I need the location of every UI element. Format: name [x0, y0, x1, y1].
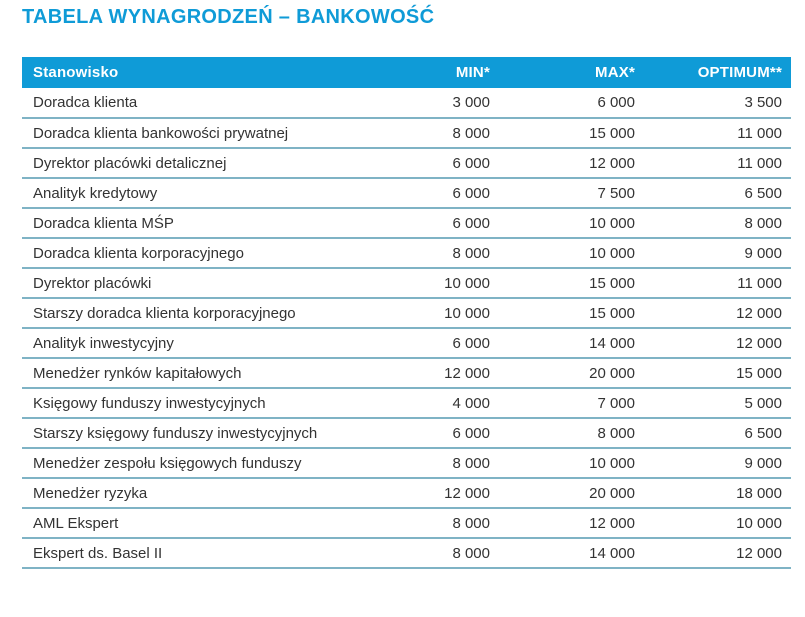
- column-header-stanowisko: Stanowisko: [22, 57, 380, 88]
- cell-optimum: 11 000: [635, 268, 791, 298]
- cell-max: 10 000: [490, 208, 635, 238]
- cell-optimum: 12 000: [635, 298, 791, 328]
- table-row: [22, 118, 791, 148]
- cell-stanowisko: Doradca klienta: [22, 88, 380, 118]
- table-row: [22, 238, 791, 268]
- table-row: [22, 448, 791, 478]
- cell-max: 8 000: [490, 418, 635, 448]
- table-row: [22, 208, 791, 238]
- cell-stanowisko: Doradca klienta MŚP: [22, 208, 380, 238]
- cell-stanowisko: Ekspert ds. Basel II: [22, 538, 380, 568]
- table-row: [22, 478, 791, 508]
- cell-min: 8 000: [380, 448, 490, 478]
- cell-min: 12 000: [380, 478, 490, 508]
- cell-stanowisko: Menedżer ryzyka: [22, 478, 380, 508]
- cell-max: 12 000: [490, 148, 635, 178]
- cell-stanowisko: Dyrektor placówki: [22, 268, 380, 298]
- cell-max: 20 000: [490, 478, 635, 508]
- cell-optimum: 5 000: [635, 388, 791, 418]
- cell-min: 8 000: [380, 118, 490, 148]
- cell-stanowisko: Doradca klienta bankowości prywatnej: [22, 118, 380, 148]
- cell-max: 15 000: [490, 268, 635, 298]
- cell-stanowisko: Doradca klienta korporacyjnego: [22, 238, 380, 268]
- column-header-min: MIN*: [380, 57, 490, 88]
- table-row: [22, 88, 791, 118]
- table-row: [22, 418, 791, 448]
- cell-optimum: 15 000: [635, 358, 791, 388]
- cell-max: 7 500: [490, 178, 635, 208]
- cell-min: 4 000: [380, 388, 490, 418]
- table-header: [22, 57, 791, 88]
- cell-min: 6 000: [380, 418, 490, 448]
- cell-max: 15 000: [490, 298, 635, 328]
- table-row: [22, 148, 791, 178]
- cell-min: 10 000: [380, 268, 490, 298]
- cell-optimum: 12 000: [635, 328, 791, 358]
- table-row: [22, 358, 791, 388]
- table-row: [22, 268, 791, 298]
- cell-optimum: 11 000: [635, 118, 791, 148]
- cell-optimum: 6 500: [635, 178, 791, 208]
- cell-max: 20 000: [490, 358, 635, 388]
- cell-stanowisko: Analityk inwestycyjny: [22, 328, 380, 358]
- table-row: [22, 508, 791, 538]
- cell-optimum: 12 000: [635, 538, 791, 568]
- cell-stanowisko: Menedżer rynków kapitałowych: [22, 358, 380, 388]
- cell-min: 8 000: [380, 238, 490, 268]
- cell-max: 7 000: [490, 388, 635, 418]
- cell-optimum: 3 500: [635, 88, 791, 118]
- cell-optimum: 8 000: [635, 208, 791, 238]
- cell-stanowisko: Starszy doradca klienta korporacyjnego: [22, 298, 380, 328]
- column-header-max: MAX*: [490, 57, 635, 88]
- cell-max: 10 000: [490, 448, 635, 478]
- cell-optimum: 9 000: [635, 238, 791, 268]
- cell-min: 12 000: [380, 358, 490, 388]
- table-row: [22, 328, 791, 358]
- cell-stanowisko: Dyrektor placówki detalicznej: [22, 148, 380, 178]
- salary-table: [22, 57, 791, 569]
- cell-max: 10 000: [490, 238, 635, 268]
- cell-optimum: 18 000: [635, 478, 791, 508]
- cell-min: 6 000: [380, 208, 490, 238]
- cell-stanowisko: Menedżer zespołu księgowych funduszy: [22, 448, 380, 478]
- cell-min: 8 000: [380, 538, 490, 568]
- cell-max: 15 000: [490, 118, 635, 148]
- cell-min: 6 000: [380, 328, 490, 358]
- page-title: TABELA WYNAGRODZEŃ – BANKOWOŚĆ: [22, 6, 435, 28]
- cell-optimum: 9 000: [635, 448, 791, 478]
- table-row: [22, 178, 791, 208]
- table-row: [22, 388, 791, 418]
- cell-stanowisko: Starszy księgowy funduszy inwestycyjnych: [22, 418, 380, 448]
- cell-stanowisko: Analityk kredytowy: [22, 178, 380, 208]
- cell-max: 14 000: [490, 328, 635, 358]
- table-row: [22, 298, 791, 328]
- cell-min: 8 000: [380, 508, 490, 538]
- cell-optimum: 11 000: [635, 148, 791, 178]
- cell-min: 3 000: [380, 88, 490, 118]
- cell-stanowisko: AML Ekspert: [22, 508, 380, 538]
- table-row: [22, 538, 791, 568]
- cell-min: 6 000: [380, 148, 490, 178]
- table-body: [22, 88, 791, 568]
- cell-optimum: 6 500: [635, 418, 791, 448]
- cell-stanowisko: Księgowy funduszy inwestycyjnych: [22, 388, 380, 418]
- cell-min: 6 000: [380, 178, 490, 208]
- column-header-optimum: OPTIMUM**: [635, 57, 791, 88]
- header-row: [22, 57, 791, 88]
- cell-min: 10 000: [380, 298, 490, 328]
- cell-max: 12 000: [490, 508, 635, 538]
- cell-optimum: 10 000: [635, 508, 791, 538]
- cell-max: 14 000: [490, 538, 635, 568]
- cell-max: 6 000: [490, 88, 635, 118]
